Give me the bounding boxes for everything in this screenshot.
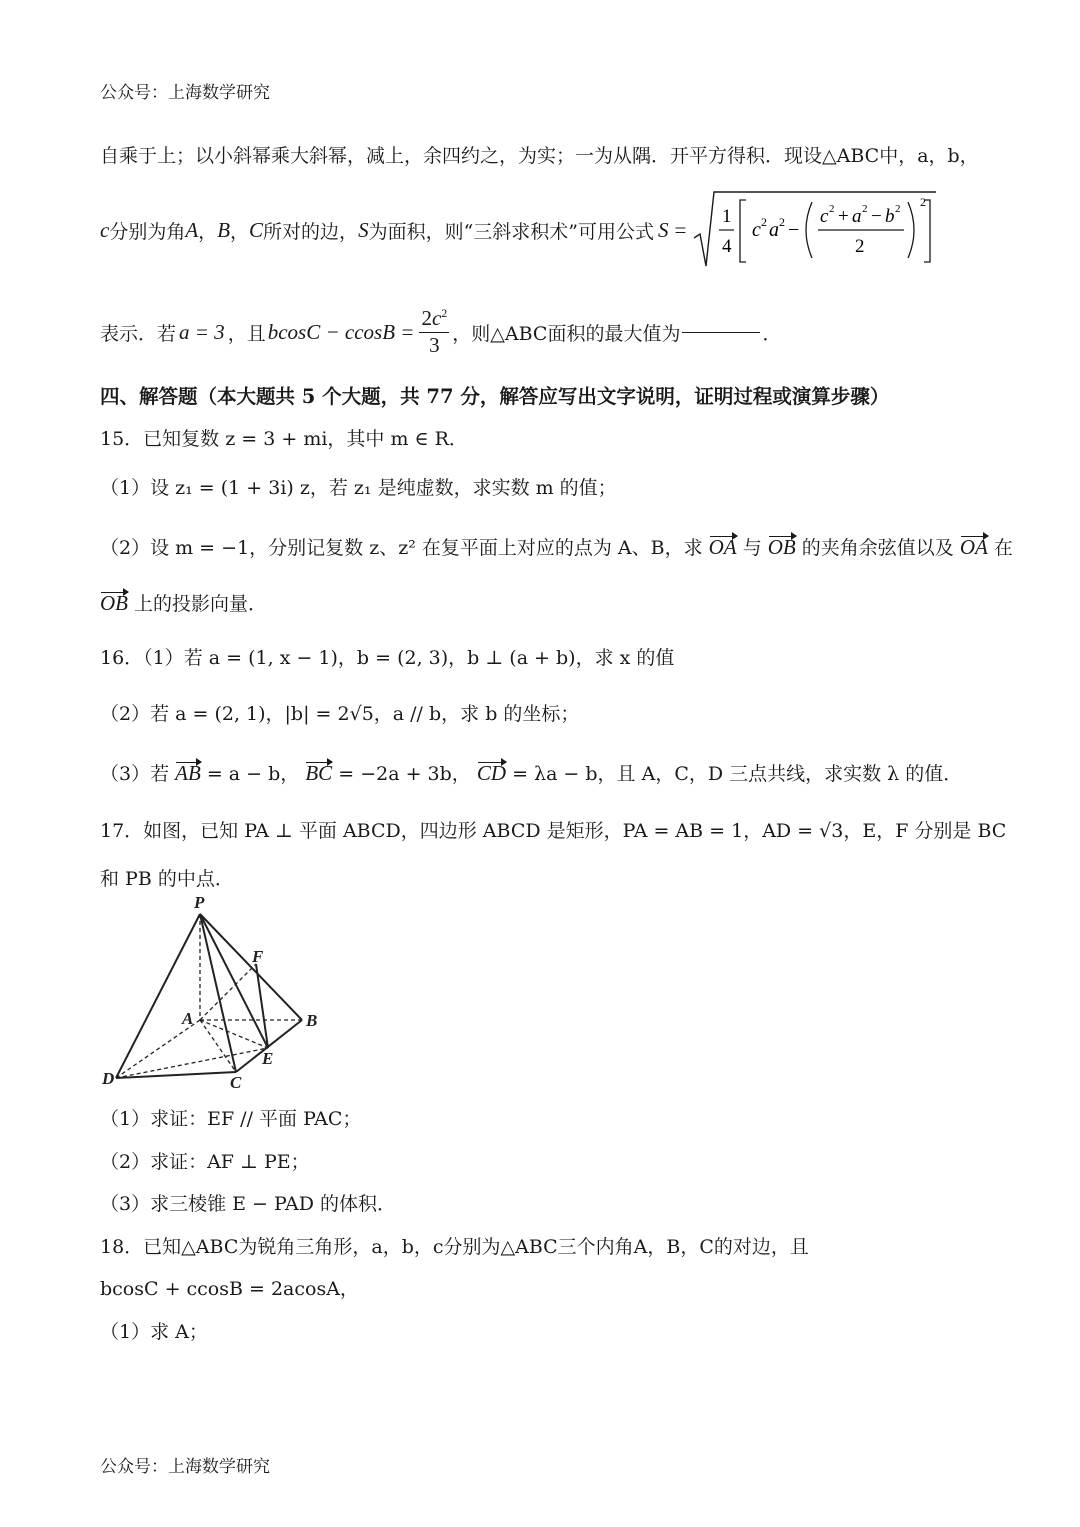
- svg-text:c: c: [820, 206, 829, 227]
- text: 为面积，则“三斜求积术”可用公式: [368, 220, 654, 243]
- pyramid-figure: [96, 892, 336, 1092]
- q17-stem-1: 17．如图，已知 PA ⊥ 平面 ABCD，四边形 ABCD 是矩形，PA = AB = 1，AD = √3，E，F 分别是 BC: [100, 820, 1007, 842]
- svg-text:2: 2: [895, 203, 901, 215]
- label-D: D: [102, 1069, 115, 1088]
- text: （2）设 m = −1，分别记复数 z、z² 在复平面上对应的点为 A、B，求: [100, 537, 703, 559]
- svg-text:2: 2: [761, 215, 768, 229]
- text: = −2a + 3b，: [338, 763, 471, 785]
- heron-formula: S = 1 4 c 2 a 2 − c 2 + a 2 − b 2 2 2: [658, 190, 938, 270]
- q16-part2: （2）若 a = (2, 1)，|b| = 2√5，a // b，求 b 的坐标；: [100, 703, 580, 725]
- vector-CD: CD: [476, 761, 507, 785]
- label-F: F: [252, 947, 264, 966]
- edge-AF-hidden: [200, 964, 256, 1020]
- text: 表示．若: [100, 322, 177, 345]
- text: 上的投影向量．: [134, 593, 268, 615]
- svg-text:2: 2: [862, 203, 868, 215]
- q16-part1: 16．（1）若 a = (1, x − 1)，b = (2, 3)，b ⊥ (a + b)，求 x 的值: [100, 647, 675, 669]
- label-B: B: [306, 1011, 318, 1030]
- q17-part2: （2）求证：AF ⊥ PE；: [100, 1151, 310, 1173]
- label-P: P: [194, 893, 205, 912]
- q15-part2: [100, 533, 1013, 560]
- svg-text:+: +: [838, 206, 850, 227]
- label-A: A: [182, 1009, 194, 1028]
- q15-part1: （1）设 z₁ = (1 + 3i) z，若 z₁ 是纯虚数，求实数 m 的值；: [100, 477, 617, 499]
- text: ．: [762, 322, 782, 345]
- vector-OA: OA: [708, 535, 737, 559]
- condition-a: a = 3: [179, 319, 225, 344]
- q14-line1: 自乘于上；以小斜幂乘大斜幂，减上，余四约之，为实；一为从隅．开平方得积．现设△ABC中，a，b，: [100, 145, 979, 167]
- text: ，则△ABC面积的最大值为: [452, 322, 681, 345]
- svg-text:a: a: [769, 219, 780, 241]
- var-C: C: [249, 217, 264, 242]
- vector-AB: AB: [175, 761, 201, 785]
- var-S: S: [358, 217, 369, 242]
- text: 与: [742, 537, 762, 559]
- label-E: E: [262, 1049, 274, 1068]
- answer-blank: [682, 332, 760, 333]
- svg-text:2: 2: [855, 236, 865, 257]
- svg-text:2: 2: [920, 195, 927, 209]
- text: 在: [993, 537, 1013, 559]
- fraction-2c2-over-3: $\frac{2c^2}{3}$: [421, 306, 448, 357]
- svg-text:−: −: [871, 206, 883, 227]
- q14-line3: [100, 304, 781, 360]
- page-header: 公众号：上海数学研究: [100, 83, 270, 103]
- condition-expr: bcosC − ccosB =: [267, 319, 415, 344]
- text: （3）若: [100, 763, 170, 785]
- q18-part1: （1）求 A；: [100, 1321, 208, 1343]
- q15-part2-cont: [100, 589, 267, 616]
- svg-text:c: c: [752, 219, 762, 241]
- text: 分别为角: [109, 220, 186, 243]
- vector-OB: OB: [767, 535, 796, 559]
- text: 的夹角余弦值以及: [801, 537, 954, 559]
- var-c: c: [100, 217, 110, 242]
- section-title: 四、解答题（本大题共 5 个大题，共 77 分，解答应写出文字说明，证明过程或演算步骤）: [100, 385, 890, 408]
- q15-stem: 15．已知复数 z = 3 + mi，其中 m ∈ R．: [100, 428, 468, 450]
- svg-text:−: −: [788, 219, 800, 241]
- text: ，且: [227, 322, 266, 345]
- vector-OB: OB: [100, 591, 128, 615]
- svg-text:2: 2: [829, 203, 835, 215]
- svg-text:2: 2: [779, 215, 786, 229]
- text: = λa − b，且 A，C，D 三点共线，求实数 λ 的值．: [512, 763, 963, 785]
- page-footer: 公众号：上海数学研究: [100, 1457, 270, 1477]
- svg-text:1: 1: [722, 206, 732, 227]
- svg-text:b: b: [885, 206, 895, 227]
- vector-BC: BC: [305, 761, 333, 785]
- edge-DC: [116, 1072, 236, 1078]
- svg-text:4: 4: [722, 236, 732, 257]
- q14-line2: c 分别为角 A ， B ， C 所对的边， S 为面积，则“三斜求积术”可用公式 S = 1 4 c 2 a 2 − c 2 + a 2 − b 2 2 2: [100, 190, 938, 270]
- text: 所对的边，: [263, 220, 359, 243]
- label-C: C: [230, 1073, 242, 1092]
- text: = a − b，: [206, 763, 300, 785]
- sqrt-formula-svg: [692, 190, 938, 270]
- q16-part3: [100, 759, 962, 786]
- q17-part1: （1）求证：EF // 平面 PAC；: [100, 1108, 362, 1130]
- q18-stem-2: bcosC + ccosB = 2acosA，: [100, 1278, 359, 1300]
- q17-part3: （3）求三棱锥 E − PAD 的体积．: [100, 1193, 397, 1215]
- vector-OA: OA: [959, 535, 988, 559]
- svg-text:a: a: [852, 206, 862, 227]
- edge-PC: [200, 914, 236, 1072]
- q17-stem-2: 和 PB 的中点．: [100, 868, 234, 890]
- q18-stem-1: 18．已知△ABC为锐角三角形，a，b，c分别为△ABC三个内角A，B，C的对边，且: [100, 1236, 809, 1258]
- var-A: A: [185, 217, 199, 242]
- var-B: B: [217, 217, 231, 242]
- edge-PD: [116, 914, 200, 1078]
